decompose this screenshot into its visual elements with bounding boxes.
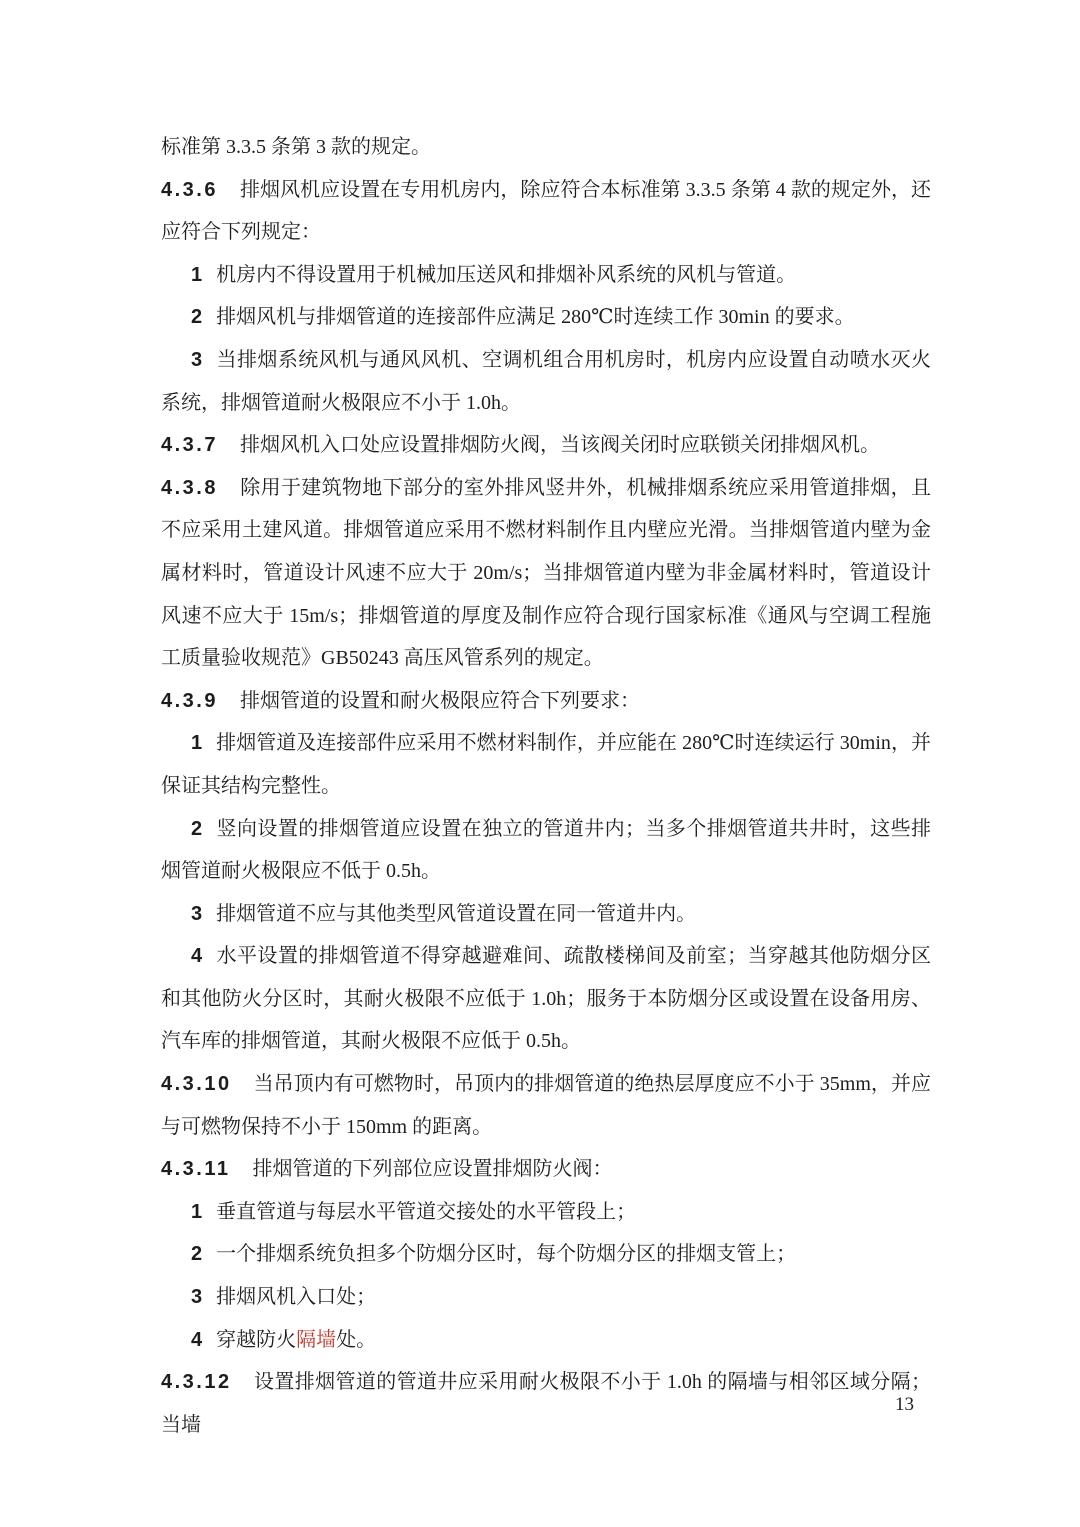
clause-paragraph <box>161 169 931 254</box>
body-text: 当排烟系统风机与通风风机、空调机组合用机房时，机房内应设置自动喷水灭火系统，排烟管道耐火极限应不小于 1.0h。 <box>161 348 931 414</box>
body-text: 排烟管道的下列部位应设置排烟防火阀： <box>252 1158 613 1181</box>
page-number: 13 <box>895 1394 914 1415</box>
document-content <box>161 126 931 1446</box>
body-text: 排烟管道及连接部件应采用不燃材料制作，并应能在 280℃时连续运行 30min，并保证其结构完整性。 <box>161 732 931 797</box>
body-text: 水平设置的排烟管道不得穿越避难间、疏散楼梯间及前室；当穿越其他防烟分区和其他防火分区时，其耐火极限不应低于 1.0h；服务于本防烟分区或设置在设备用房、汽车库的排烟管道，其耐火极限不应低于 0.5h。 <box>161 945 931 1053</box>
clause-number: 4.3.11 <box>161 1158 231 1181</box>
clause-paragraph <box>161 424 931 467</box>
list-item-paragraph <box>161 254 931 297</box>
item-number: 3 <box>191 902 203 925</box>
list-item-paragraph <box>161 722 931 807</box>
item-number: 1 <box>191 732 203 755</box>
clause-number: 4.3.7 <box>161 434 218 457</box>
clause-paragraph <box>161 1361 931 1446</box>
list-item-paragraph <box>161 1276 931 1319</box>
body-text: 排烟风机入口处应设置排烟防火阀，当该阀关闭时应联锁关闭排烟风机。 <box>239 434 880 457</box>
clause-number: 4.3.9 <box>161 689 218 712</box>
body-text: 穿越防火 <box>216 1328 297 1351</box>
list-item-paragraph <box>161 1191 931 1234</box>
continuation-paragraph <box>161 126 931 169</box>
body-text: 一个排烟系统负担多个防烟分区时，每个防烟分区的排烟支管上； <box>216 1243 797 1266</box>
item-number: 1 <box>191 1200 203 1223</box>
body-text: 排烟管道的设置和耐火极限应符合下列要求： <box>239 689 640 712</box>
clause-paragraph <box>161 1148 931 1191</box>
body-text: 排烟风机入口处； <box>216 1286 377 1309</box>
body-text: 标准第 3.3.5 条第 3 款的规定。 <box>161 136 431 158</box>
item-number: 2 <box>191 817 203 840</box>
clause-paragraph <box>161 1063 931 1148</box>
body-text: 垂直管道与每层水平管道交接处的水平管段上； <box>216 1200 637 1223</box>
item-number: 3 <box>191 348 203 371</box>
body-text: 除用于建筑物地下部分的室外排风竖井外，机械排烟系统应采用管道排烟，且不应采用土建风道。排烟管道应采用不燃材料制作且内壁应光滑。当排烟管道内壁为金属材料时，管道设计风速不应大于 20m/s；当排烟管道内壁为非金属材料时，管道设计风速不应大于 15m/s；排烟管道的厚度及制作应符合现行国家标准《通风与空调工程施工质量验收规范》GB50243 高压风管系列的规定。 <box>161 476 931 670</box>
item-number: 3 <box>191 1286 203 1309</box>
item-number: 2 <box>191 1243 203 1266</box>
item-number: 1 <box>191 263 203 286</box>
clause-paragraph <box>161 680 931 723</box>
list-item-paragraph <box>161 1233 931 1276</box>
list-item-paragraph <box>161 935 931 1063</box>
body-text: 排烟风机应设置在专用机房内，除应符合本标准第 3.3.5 条第 4 款的规定外，还应符合下列规定： <box>161 178 931 244</box>
clause-number: 4.3.10 <box>161 1073 232 1096</box>
body-text: 设置排烟管道的管道井应采用耐火极限不小于 1.0h 的隔墙与相邻区域分隔；当墙 <box>161 1371 931 1436</box>
clause-number: 4.3.8 <box>161 476 218 499</box>
body-text: 竖向设置的排烟管道应设置在独立的管道井内；当多个排烟管道共井时，这些排烟管道耐火极限应不低于 0.5h。 <box>161 817 931 883</box>
body-text: 处。 <box>336 1328 377 1351</box>
body-text: 当吊顶内有可燃物时，吊顶内的排烟管道的绝热层厚度应不小于 35mm，并应与可燃物保持不小于 150mm 的距离。 <box>161 1073 931 1138</box>
list-item-paragraph <box>161 339 931 424</box>
body-text: 排烟风机与排烟管道的连接部件应满足 280℃时连续工作 30min 的要求。 <box>216 306 855 329</box>
item-number: 4 <box>191 945 203 968</box>
clause-paragraph <box>161 467 931 680</box>
clause-number: 4.3.12 <box>161 1371 232 1394</box>
clause-number: 4.3.6 <box>161 178 218 201</box>
red-highlight-text: 隔墙 <box>296 1328 337 1351</box>
item-number: 2 <box>191 306 203 329</box>
body-text: 机房内不得设置用于机械加压送风和排烟补风系统的风机与管道。 <box>216 263 797 286</box>
list-item-paragraph <box>161 893 931 936</box>
list-item-paragraph <box>161 1319 931 1362</box>
body-text: 排烟管道不应与其他类型风管道设置在同一管道井内。 <box>216 902 697 925</box>
list-item-paragraph <box>161 296 931 339</box>
item-number: 4 <box>191 1328 203 1351</box>
list-item-paragraph <box>161 808 931 893</box>
